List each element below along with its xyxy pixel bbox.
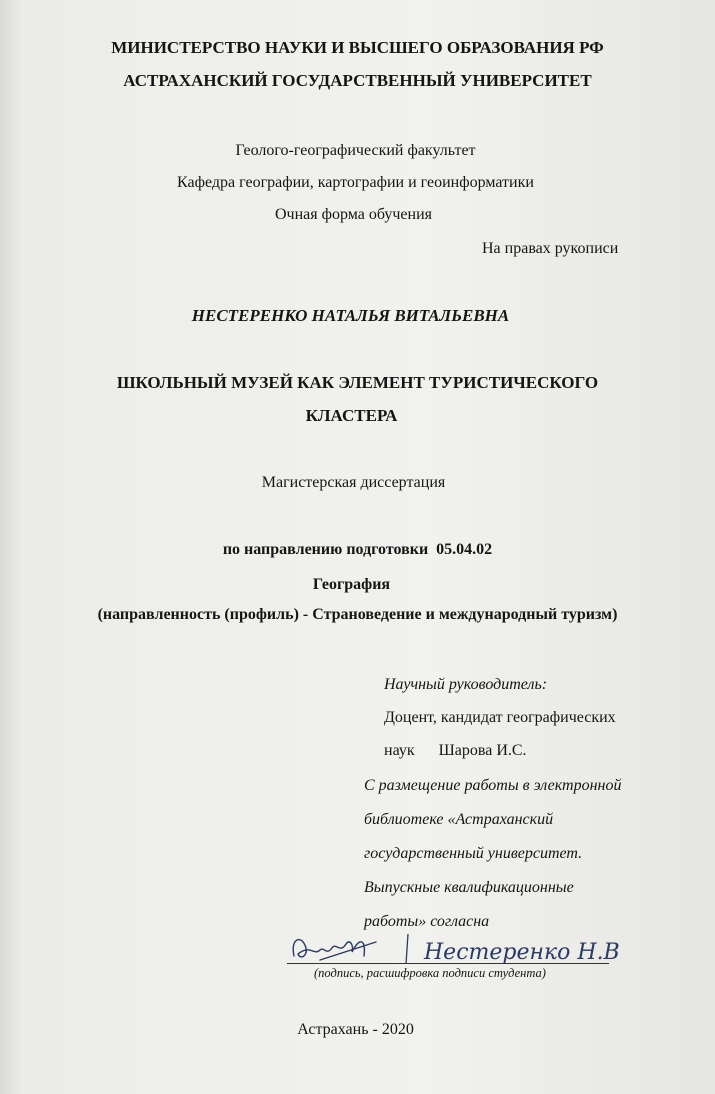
signature-caption: (подпись, расшифровка подписи студента)	[314, 966, 546, 980]
manuscript-rights: На правах рукописи	[482, 240, 619, 257]
study-form: Очная форма обучения	[274, 206, 433, 223]
consent-line5: работы» согласна	[364, 913, 490, 930]
direction-code: 05.04.02	[436, 541, 493, 558]
author-name: НЕСТЕРЕНКО НАТАЛЬЯ ВИТАЛЬЕВНА	[191, 306, 510, 325]
consent-line3: государственный университет.	[364, 845, 583, 862]
university-heading: АСТРАХАНСКИЙ ГОСУДАРСТВЕННЫЙ УНИВЕРСИТЕТ	[123, 71, 592, 90]
direction-label: по направлению подготовки	[222, 541, 429, 558]
direction-name: География	[312, 576, 391, 593]
thesis-title-line2: КЛАСТЕРА	[305, 406, 398, 425]
supervisor-name: Шарова И.С.	[438, 742, 527, 759]
department-name: Кафедра географии, картографии и геоинформатики	[177, 174, 534, 191]
thesis-title-line1: ШКОЛЬНЫЙ МУЗЕЙ КАК ЭЛЕМЕНТ ТУРИСТИЧЕСКОГО	[116, 373, 599, 392]
signature-line	[287, 963, 609, 964]
supervisor-degree-suffix: наук	[384, 742, 415, 759]
supervisor-degree: Доцент, кандидат географических	[384, 709, 616, 726]
ministry-heading: МИНИСТЕРСТВО НАУКИ И ВЫСШЕГО ОБРАЗОВАНИЯ РФ	[111, 38, 604, 57]
faculty-name: Геолого-географический факультет	[235, 142, 476, 159]
direction-line	[0, 541, 715, 559]
consent-line4: Выпускные квалификационные	[364, 879, 574, 896]
supervisor-label: Научный руководитель:	[384, 676, 548, 693]
direction-profile: (направленность (профиль) - Страноведение и международный туризм)	[97, 606, 618, 623]
signature-handwritten-name: Нестеренко Н.В	[424, 940, 620, 965]
thesis-type: Магистерская диссертация	[261, 474, 446, 491]
consent-line1: С размещение работы в электронной	[364, 777, 622, 794]
supervisor-name-line	[384, 742, 527, 760]
consent-line2: библиотеке «Астраханский	[364, 811, 554, 828]
city-year: Астрахань - 2020	[297, 1021, 414, 1038]
